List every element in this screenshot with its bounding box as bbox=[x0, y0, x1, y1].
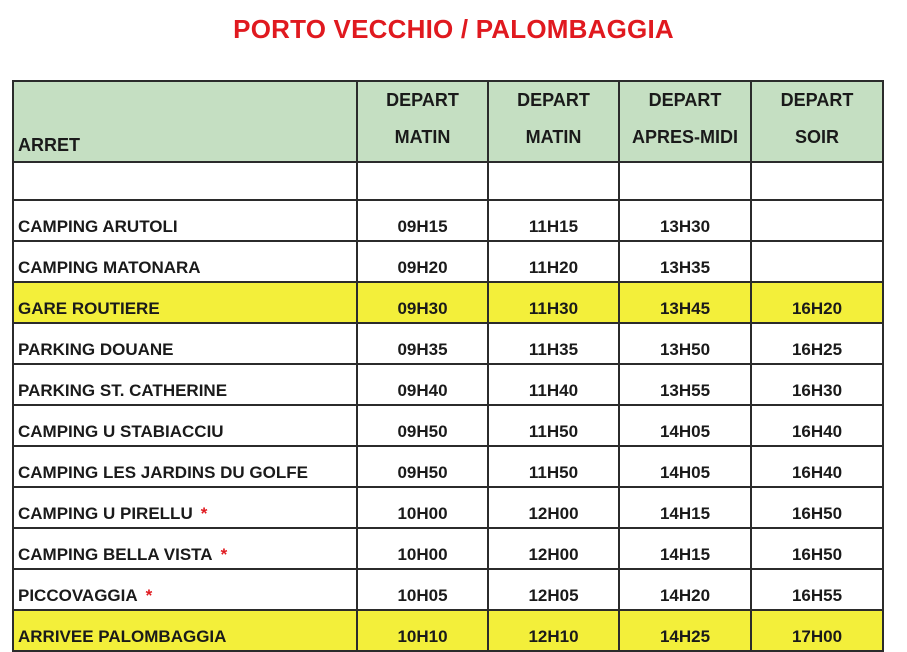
time-cell: 14H05 bbox=[619, 446, 751, 487]
stop-name-cell bbox=[13, 405, 357, 446]
header-depart-soir bbox=[751, 81, 883, 162]
header-depart-matin-1 bbox=[357, 81, 488, 162]
stop-name: ARRIVEE PALOMBAGGIA bbox=[18, 627, 227, 646]
time-cell bbox=[751, 200, 883, 241]
time-cell: 14H05 bbox=[619, 405, 751, 446]
blank-cell bbox=[619, 162, 751, 200]
time-cell: 16H50 bbox=[751, 487, 883, 528]
time-cell: 14H20 bbox=[619, 569, 751, 610]
time-cell: 10H10 bbox=[357, 610, 488, 651]
stop-name: PARKING ST. CATHERINE bbox=[18, 381, 228, 400]
time-cell: 12H10 bbox=[488, 610, 619, 651]
stop-name-cell bbox=[13, 446, 357, 487]
timetable-body bbox=[13, 200, 883, 651]
stop-name-cell bbox=[13, 323, 357, 364]
blank-row bbox=[13, 162, 883, 200]
blank-cell bbox=[751, 162, 883, 200]
time-cell: 09H50 bbox=[357, 446, 488, 487]
time-cell: 10H05 bbox=[357, 569, 488, 610]
time-cell: 13H45 bbox=[619, 282, 751, 323]
time-cell: 09H30 bbox=[357, 282, 488, 323]
stop-name: CAMPING U STABIACCIU bbox=[18, 422, 224, 441]
time-cell: 09H15 bbox=[357, 200, 488, 241]
time-cell: 14H15 bbox=[619, 487, 751, 528]
time-cell: 10H00 bbox=[357, 528, 488, 569]
time-cell: 10H00 bbox=[357, 487, 488, 528]
time-cell: 12H00 bbox=[488, 487, 619, 528]
time-cell: 12H00 bbox=[488, 528, 619, 569]
time-cell: 11H20 bbox=[488, 241, 619, 282]
stop-name-cell bbox=[13, 241, 357, 282]
header-line1: DEPART bbox=[386, 90, 459, 110]
header-line2: APRES-MIDI bbox=[631, 127, 738, 147]
table-row bbox=[13, 282, 883, 323]
stop-name-cell bbox=[13, 364, 357, 405]
time-cell: 16H25 bbox=[751, 323, 883, 364]
time-cell: 16H40 bbox=[751, 446, 883, 487]
header-depart-matin-2 bbox=[488, 81, 619, 162]
header-line2: MATIN bbox=[525, 127, 582, 147]
stop-name: CAMPING LES JARDINS DU GOLFE bbox=[18, 463, 308, 482]
asterisk-marker: * bbox=[145, 586, 153, 605]
asterisk-marker: * bbox=[200, 504, 208, 523]
stop-name: PARKING DOUANE bbox=[18, 340, 174, 359]
time-cell: 11H15 bbox=[488, 200, 619, 241]
time-cell: 11H35 bbox=[488, 323, 619, 364]
time-cell: 14H25 bbox=[619, 610, 751, 651]
time-cell: 17H00 bbox=[751, 610, 883, 651]
table-row bbox=[13, 200, 883, 241]
time-cell: 11H50 bbox=[488, 405, 619, 446]
header-line1: DEPART bbox=[648, 90, 722, 110]
time-cell: 09H40 bbox=[357, 364, 488, 405]
table-row bbox=[13, 405, 883, 446]
table-row bbox=[13, 487, 883, 528]
stop-name: CAMPING ARUTOLI bbox=[18, 217, 178, 236]
table-row bbox=[13, 323, 883, 364]
header-line2: SOIR bbox=[794, 127, 839, 147]
asterisk-marker: * bbox=[220, 545, 228, 564]
stop-name: CAMPING MATONARA bbox=[18, 258, 201, 277]
time-cell: 16H20 bbox=[751, 282, 883, 323]
table-row bbox=[13, 528, 883, 569]
table-row bbox=[13, 610, 883, 651]
stop-name: CAMPING U PIRELLU bbox=[18, 504, 193, 523]
time-cell: 13H50 bbox=[619, 323, 751, 364]
time-cell bbox=[751, 241, 883, 282]
time-cell: 13H30 bbox=[619, 200, 751, 241]
time-cell: 16H50 bbox=[751, 528, 883, 569]
blank-cell bbox=[488, 162, 619, 200]
time-cell: 09H20 bbox=[357, 241, 488, 282]
time-cell: 13H55 bbox=[619, 364, 751, 405]
stop-name: PICCOVAGGIA bbox=[18, 586, 138, 605]
header-stop: ARRET bbox=[13, 81, 357, 162]
page-title: PORTO VECCHIO / PALOMBAGGIA bbox=[233, 14, 674, 44]
time-cell: 16H30 bbox=[751, 364, 883, 405]
blank-cell bbox=[357, 162, 488, 200]
stop-name-cell bbox=[13, 569, 357, 610]
header-row bbox=[13, 81, 883, 162]
time-cell: 16H55 bbox=[751, 569, 883, 610]
time-cell: 13H35 bbox=[619, 241, 751, 282]
header-line1: DEPART bbox=[517, 90, 590, 110]
stop-name-cell bbox=[13, 200, 357, 241]
time-cell: 16H40 bbox=[751, 405, 883, 446]
table-row bbox=[13, 241, 883, 282]
time-cell: 09H50 bbox=[357, 405, 488, 446]
stop-name-cell bbox=[13, 282, 357, 323]
stop-name-cell bbox=[13, 610, 357, 651]
table-row bbox=[13, 446, 883, 487]
blank-cell bbox=[13, 162, 357, 200]
time-cell: 11H40 bbox=[488, 364, 619, 405]
table-row bbox=[13, 569, 883, 610]
time-cell: 09H35 bbox=[357, 323, 488, 364]
header-line1: DEPART bbox=[780, 90, 854, 110]
time-cell: 11H30 bbox=[488, 282, 619, 323]
timetable bbox=[12, 80, 884, 652]
time-cell: 12H05 bbox=[488, 569, 619, 610]
stop-name: GARE ROUTIERE bbox=[18, 299, 160, 318]
time-cell: 11H50 bbox=[488, 446, 619, 487]
time-cell: 14H15 bbox=[619, 528, 751, 569]
header-line2: MATIN bbox=[394, 127, 451, 147]
table-row bbox=[13, 364, 883, 405]
stop-name-cell bbox=[13, 528, 357, 569]
header-depart-apres-midi bbox=[619, 81, 751, 162]
stop-name: CAMPING BELLA VISTA bbox=[18, 545, 213, 564]
stop-name-cell bbox=[13, 487, 357, 528]
